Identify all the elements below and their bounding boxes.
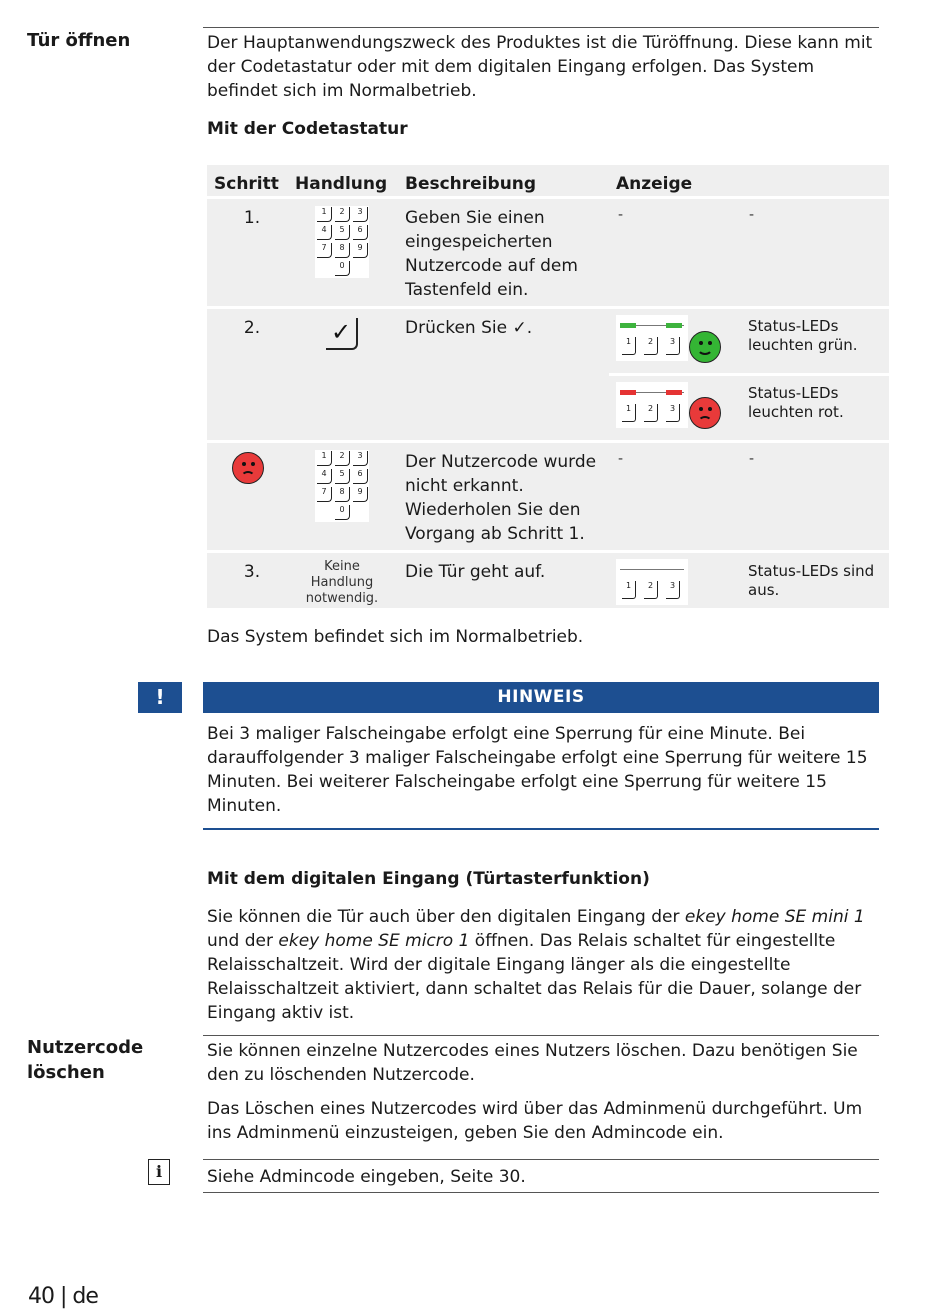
divider — [203, 1192, 879, 1193]
table-row — [207, 309, 889, 440]
page-number: 40 — [28, 1284, 54, 1309]
info-icon: i — [148, 1159, 170, 1185]
subheading-keypad: Mit der Codetastatur — [207, 119, 408, 139]
hinweis-bottom-rule — [203, 828, 879, 830]
display-text-red: Status-LEDs leuchten rot. — [748, 384, 844, 421]
header-display: Anzeige — [616, 174, 693, 194]
intro-paragraph: Der Hauptanwendungszweck des Produktes ist die Türöffnung. Diese kann mit der Codetastatur oder mit dem digitalen Eingang erfolgen. Das System befindet sich im Normalbetrieb. — [207, 33, 873, 101]
divider — [203, 1159, 879, 1160]
smiley-sad-icon — [689, 397, 721, 429]
step-description: Drücken Sie ✓. — [405, 318, 533, 338]
warning-exclamation-icon: ! — [138, 682, 182, 713]
step-number: 2. — [243, 318, 261, 338]
smiley-sad-icon — [232, 452, 264, 484]
header-description: Beschreibung — [405, 174, 537, 194]
section-title-tuer-oeffnen: Tür öffnen — [27, 30, 131, 51]
reference-link[interactable]: Siehe Admincode eingeben, Seite 30. — [207, 1167, 526, 1187]
check-key-icon: ✓ — [326, 318, 358, 350]
delete-paragraph-2: Das Löschen eines Nutzercodes wird über das Adminmenü durchgeführt. Um ins Adminmenü einzusteigen, geben Sie den Admincode ein. — [207, 1099, 863, 1143]
step-number: 1. — [243, 208, 261, 228]
table-header — [207, 165, 889, 196]
product-name: ekey home SE micro 1 — [278, 931, 470, 951]
display-dash: - — [749, 207, 755, 223]
digital-input-paragraph: Sie können die Tür auch über den digitalen Eingang der ekey home SE mini 1 und der ekey home SE micro 1 öffnen. Das Relais schaltet für eingestellte Relaisschaltzeit. Wird der digitale Eingang länger als die eingestellte Relaisschaltzeit aktiviert, dann schaltet das Relais für die Dauer, solange der Eingang aktiv ist. — [207, 907, 865, 1023]
no-action-note: Keine Handlung notwendig. — [305, 559, 379, 606]
product-name: ekey home SE mini 1 — [684, 907, 865, 927]
row-divider — [609, 373, 889, 376]
step-description: Geben Sie einen eingespeicherten Nutzercode auf dem Tastenfeld ein. — [405, 208, 578, 300]
keypad-icon: 1 2 3 4 5 6 7 8 9 0 — [315, 450, 369, 522]
language-code: de — [72, 1284, 98, 1309]
header-step: Schritt — [214, 174, 279, 194]
display-dash: - — [618, 207, 624, 223]
divider — [203, 27, 879, 28]
led-red — [666, 390, 682, 395]
table-row — [207, 443, 889, 550]
step-number: 3. — [243, 562, 261, 582]
subheading-digital-input: Mit dem digitalen Eingang (Türtasterfunktion) — [207, 869, 650, 889]
led-red — [620, 390, 636, 395]
led-panel-off: 1 2 3 — [616, 559, 688, 605]
table-row — [207, 199, 889, 306]
page-footer: 40 | de — [28, 1284, 98, 1309]
display-dash: - — [749, 451, 755, 467]
keypad-icon: 1 2 3 4 5 6 7 8 9 0 — [315, 206, 369, 278]
hinweis-text: Bei 3 maliger Falscheingabe erfolgt eine Sperrung für eine Minute. Bei darauffolgender 3 maliger Falscheingabe erfolgt eine Sperrung für weitere 15 Minuten. Bei weiterer Falscheingabe erfolgt eine Sperrung für weitere 15 Minuten. — [207, 724, 868, 816]
divider — [203, 1035, 879, 1036]
display-text-off: Status-LEDs sind aus. — [748, 562, 875, 599]
table-row — [207, 553, 889, 608]
hinweis-title: HINWEIS — [203, 682, 879, 713]
display-text-green: Status-LEDs leuchten grün. — [748, 317, 858, 354]
led-green — [620, 323, 636, 328]
led-green — [666, 323, 682, 328]
section-title-nutzercode-loeschen: Nutzercode löschen — [27, 1037, 144, 1083]
smiley-happy-icon — [689, 331, 721, 363]
after-table-text: Das System befindet sich im Normalbetrieb. — [207, 627, 584, 647]
delete-paragraph-1: Sie können einzelne Nutzercodes eines Nutzers löschen. Dazu benötigen Sie den zu löschenden Nutzercode. — [207, 1041, 858, 1085]
step-description: Die Tür geht auf. — [405, 562, 546, 582]
led-panel-green: 1 2 3 — [616, 315, 688, 361]
led-panel-red: 1 2 3 — [616, 382, 688, 428]
display-dash: - — [618, 451, 624, 467]
header-action: Handlung — [295, 174, 388, 194]
step-description: Der Nutzercode wurde nicht erkannt. Wiederholen Sie den Vorgang ab Schritt 1. — [405, 452, 597, 544]
